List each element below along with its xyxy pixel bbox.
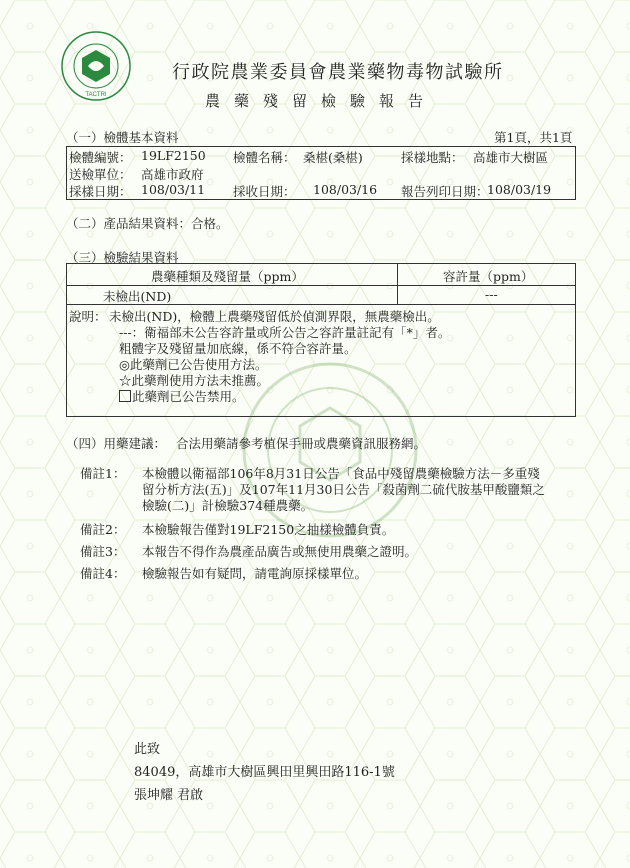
- explain-3: 粗體字及殘留量加底線，係不符合容許量。: [119, 341, 357, 356]
- limit-value: ---: [485, 287, 498, 302]
- address-greeting: 此致: [134, 742, 161, 757]
- explain-5: ☆此藥劑使用方法未推薦。: [119, 373, 270, 388]
- section3-title: （三）檢驗結果資料: [66, 250, 179, 265]
- note-1-line-1: 本檢體以衛福部106年8月31日公告「食品中殘留農藥檢驗方法－多重殘: [142, 466, 540, 481]
- tactri-logo: [60, 30, 132, 102]
- unit: 高雄市政府: [141, 167, 204, 182]
- note-4-label: 備註4：: [80, 566, 126, 581]
- section2-title: （二）產品結果資料：合格。: [66, 216, 229, 231]
- note-1-line-2: 留分析方法(五)」及107年11月30日公告「殺菌劑二硫代胺基甲酸鹽類之: [142, 482, 545, 497]
- sample-no-label: 檢體編號：: [69, 150, 132, 165]
- sample-name: 桑椹(桑椹): [303, 150, 363, 165]
- location: 高雄市大樹區: [473, 150, 549, 165]
- sample-name-label: 檢體名稱：: [233, 150, 296, 165]
- result-table-header: [67, 264, 575, 286]
- sample-info-row-1: [67, 147, 575, 164]
- section4-title: （四）用藥建議：: [66, 436, 167, 451]
- note-3-label: 備註3：: [80, 544, 126, 559]
- section4-text: 合法用藥請參考植保手冊或農藥資訊服務網。: [176, 436, 427, 451]
- report-title: 農藥殘留檢驗報告: [205, 92, 438, 110]
- sampling-date: 108/03/11: [141, 182, 206, 197]
- svg-text:TACTRI: TACTRI: [85, 92, 107, 98]
- result-table-row: [67, 285, 575, 305]
- sample-info-box: [66, 146, 576, 200]
- col-limit-header: 容許量（ppm）: [443, 269, 534, 284]
- sample-info-row-3: [67, 181, 575, 198]
- location-label: 採樣地點：: [401, 150, 464, 165]
- col-residue-header: 農藥種類及殘留量（ppm）: [151, 269, 304, 284]
- explain-1: 未檢出(ND)，檢體上農藥殘留低於偵測界限，無農藥檢出。: [109, 309, 440, 324]
- page-indicator: 第1頁，共1頁: [494, 130, 573, 145]
- received-date: 108/03/16: [313, 182, 378, 197]
- print-date-label: 報告列印日期：: [401, 184, 489, 199]
- print-date: 108/03/19: [487, 182, 552, 197]
- note-1-line-3: 檢驗(二)」計檢驗374種農藥。: [142, 498, 314, 513]
- explain-6-row: [119, 387, 245, 405]
- note-4-line-1: 檢驗報告如有疑問，請電詢原採樣單位。: [142, 566, 368, 581]
- result-value: 未檢出(ND): [103, 289, 172, 304]
- sampling-date-label: 採樣日期：: [69, 184, 132, 199]
- sample-info-row-2: [67, 164, 575, 181]
- result-table: [66, 263, 576, 417]
- explain-4: ◎此藥劑已公告使用方法。: [119, 357, 268, 372]
- org-name: 行政院農業委員會農業藥物毒物試驗所: [172, 62, 504, 83]
- address-recipient: 張坤耀 君啟: [134, 788, 204, 803]
- note-2-line-1: 本檢驗報告僅對19LF2150之抽樣檢體負責。: [142, 522, 395, 537]
- checkbox-square-icon: [119, 390, 131, 402]
- section1-title: （一）檢體基本資料: [66, 130, 179, 145]
- received-date-label: 採收日期：: [233, 184, 296, 199]
- note-1-label: 備註1：: [80, 466, 126, 481]
- address-street: 84049，高雄市大樹區興田里興田路116-1號: [134, 765, 395, 780]
- explain-6: 此藥劑已公告禁用。: [132, 389, 245, 404]
- note-3-line-1: 本報告不得作為農產品廣告或無使用農藥之證明。: [142, 544, 418, 559]
- explain-2: ---：衛福部未公告容許量或所公告之容許量註記有「*」者。: [119, 325, 451, 340]
- explain-label: 說明：: [69, 309, 107, 324]
- unit-label: 送檢單位：: [69, 167, 132, 182]
- sample-no: 19LF2150: [141, 148, 206, 163]
- note-2-label: 備註2：: [80, 522, 126, 537]
